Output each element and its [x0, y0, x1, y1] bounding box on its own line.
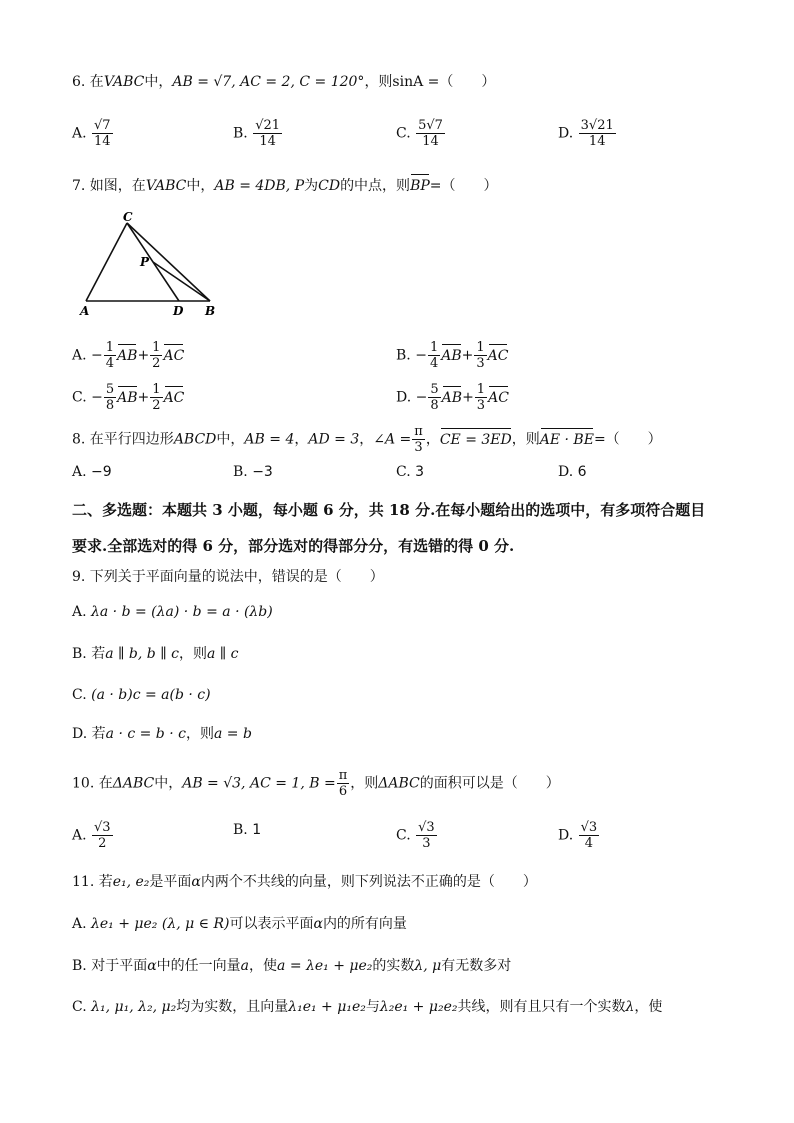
- q8-comma: ，: [294, 431, 309, 448]
- denominator: 4: [584, 836, 594, 851]
- vector: AC: [487, 347, 509, 364]
- q11-vectors: e₁, e₂: [112, 874, 150, 890]
- q6-option-b[interactable]: [233, 118, 283, 149]
- option-math: a = b: [213, 726, 252, 742]
- option-letter: A.: [72, 827, 87, 844]
- denominator: 2: [152, 356, 161, 371]
- fraction: [416, 118, 445, 149]
- option-letter: A.: [72, 347, 87, 364]
- option-value: 3: [415, 464, 425, 480]
- numerator: 5√7: [418, 118, 443, 133]
- fraction: [337, 768, 350, 799]
- denominator: 14: [259, 134, 276, 149]
- option-text: 中的任一向量: [156, 958, 241, 974]
- vector: AC: [488, 389, 509, 406]
- option-letter: D.: [558, 125, 574, 142]
- q11-number: 11. 若: [72, 874, 113, 890]
- q8-ce-vector: CE = 3ED: [439, 431, 512, 448]
- numerator: √3: [94, 820, 111, 835]
- fraction: [92, 820, 113, 851]
- denominator: 3: [476, 356, 485, 371]
- numerator: π: [338, 768, 348, 783]
- denominator: 4: [429, 356, 439, 371]
- q6-triangle: VABC: [103, 74, 145, 90]
- q11-ask: 内两个不共线的向量，则下列说法不正确的是（ ）: [200, 874, 537, 890]
- option-math: a ∥ c: [206, 646, 239, 662]
- q6-number: 6. 在: [72, 74, 104, 90]
- option-text: 均为实数，且向量: [176, 999, 289, 1015]
- option-math: a ∥ b, b ∥ c: [105, 646, 179, 662]
- label-a: A: [80, 304, 90, 318]
- q8-parallelogram: ABCD: [173, 431, 217, 448]
- section2-heading-line2: 要求.全部选对的得 6 分，部分选对的得部分分，有选错的得 0 分.: [72, 537, 515, 555]
- vector: AB: [117, 347, 138, 364]
- numerator: 1: [105, 340, 115, 355]
- fraction: [253, 118, 282, 149]
- q10-text: 中，: [154, 775, 183, 792]
- sign: −: [91, 389, 103, 406]
- vector: AB: [441, 389, 463, 406]
- operator: +: [137, 347, 150, 364]
- q7-segment: CD: [318, 178, 341, 194]
- q7-option-c[interactable]: [72, 382, 184, 413]
- q10-option-d[interactable]: [558, 820, 600, 851]
- option-text: 与: [365, 999, 380, 1015]
- q11-plane: α: [191, 874, 201, 890]
- option-math: λ₁, μ₁, λ₂, μ₂: [91, 999, 177, 1015]
- q7-vector: BP: [410, 178, 430, 194]
- q7-number: 7. 如图，在: [72, 178, 146, 194]
- denominator: 14: [588, 134, 606, 149]
- q8-comma: ，: [425, 431, 440, 448]
- q8-option-c[interactable]: [396, 462, 424, 482]
- q6-condition: AB = √7, AC = 2, C = 120°: [172, 74, 365, 90]
- q8-stem: [72, 424, 662, 455]
- q7-condition: AB = 4DB, P: [214, 178, 305, 194]
- q9-option-a[interactable]: [72, 602, 273, 622]
- option-letter: A.: [72, 125, 87, 142]
- vector: AC: [163, 389, 185, 406]
- option-value: −3: [252, 464, 273, 480]
- option-letter: B.: [72, 958, 87, 974]
- q7-option-a[interactable]: [72, 340, 184, 371]
- sign: −: [415, 347, 427, 364]
- fraction: [150, 340, 162, 371]
- q10-ask: 的面积可以是（ ）: [419, 775, 560, 792]
- denominator: 6: [338, 784, 348, 799]
- numerator: √3: [580, 820, 598, 835]
- option-text: 有无数多对: [441, 958, 512, 974]
- q10-text-2: ，则: [350, 775, 379, 792]
- q11-stem: [72, 872, 537, 892]
- option-text: 对于平面: [91, 958, 148, 974]
- denominator: 8: [430, 398, 439, 413]
- option-letter: A.: [72, 604, 87, 620]
- vector: AB: [441, 347, 462, 364]
- q11-option-a[interactable]: [72, 914, 407, 934]
- q8-text-2: ，则: [511, 431, 540, 448]
- q9-option-c[interactable]: [72, 685, 211, 705]
- q10-option-b[interactable]: [233, 820, 261, 840]
- sign: −: [415, 389, 428, 406]
- q7-text: 中，: [186, 178, 215, 194]
- sign: −: [91, 347, 103, 364]
- option-letter: D. 若: [72, 726, 106, 742]
- fraction: [150, 382, 162, 413]
- q7-text-2: 为: [304, 178, 319, 194]
- fraction: [428, 340, 440, 371]
- q6-stem: [72, 72, 495, 92]
- denominator: 3: [414, 440, 423, 455]
- q8-option-a[interactable]: [72, 462, 112, 482]
- fraction: [579, 118, 616, 149]
- option-math: λa · b = (λa) · b = a · (λb): [91, 604, 273, 620]
- option-letter: B.: [233, 822, 248, 838]
- q8-option-d[interactable]: [558, 462, 587, 482]
- option-letter: C.: [72, 999, 87, 1015]
- q7-triangle-figure: [72, 212, 222, 320]
- q11-text: 是平面: [149, 874, 192, 890]
- numerator: 5: [105, 382, 115, 397]
- numerator: π: [414, 424, 423, 439]
- option-text: 的实数: [372, 958, 415, 974]
- option-math: λ, μ: [414, 958, 442, 974]
- operator: +: [461, 347, 474, 364]
- q8-number: 8. 在平行四边形: [72, 431, 174, 448]
- numerator: 1: [476, 340, 485, 355]
- option-text: ，则: [178, 646, 207, 662]
- q9-option-b[interactable]: [72, 644, 239, 664]
- option-letter: C.: [396, 125, 411, 142]
- q6-option-c[interactable]: [396, 118, 446, 149]
- option-value: 6: [577, 464, 587, 480]
- numerator: 1: [152, 340, 161, 355]
- q9-stem: 9. 下列关于平面向量的说法中，错误的是（ ）: [72, 569, 384, 585]
- option-letter: C.: [396, 464, 411, 480]
- denominator: 3: [422, 836, 431, 851]
- q6-ask: ，则sinA =（ ）: [364, 74, 496, 90]
- edge-ac: [86, 223, 127, 301]
- option-letter: D.: [396, 389, 412, 406]
- option-letter: A.: [72, 916, 87, 932]
- q7-option-d[interactable]: [396, 382, 509, 413]
- numerator: 5: [430, 382, 439, 397]
- q7-text-3: 的中点，则: [340, 178, 411, 194]
- section2-heading-line1: 二、多选题：本题共 3 小题，每小题 6 分，共 18 分.在每小题给出的选项中，有多项符合题目: [72, 501, 706, 519]
- option-letter: D.: [558, 827, 574, 844]
- q10-triangle: ΔABC: [378, 775, 420, 792]
- denominator: 3: [476, 398, 486, 413]
- option-letter: C.: [72, 687, 87, 703]
- q10-option-c[interactable]: [396, 820, 438, 851]
- q10-option-a[interactable]: [72, 820, 114, 851]
- vector: AC: [163, 347, 185, 364]
- q8-ab: AB = 4: [244, 431, 295, 448]
- vector: AB: [117, 389, 138, 406]
- option-text: 内的所有向量: [322, 916, 407, 932]
- fraction: [579, 820, 600, 851]
- q8-ad: AD = 3: [308, 431, 360, 448]
- q11-option-b[interactable]: [72, 956, 511, 976]
- option-letter: C.: [396, 827, 411, 844]
- numerator: 3√21: [580, 118, 614, 133]
- numerator: 1: [429, 340, 439, 355]
- label-p: P: [140, 255, 150, 269]
- label-b: B: [205, 304, 216, 318]
- q8-option-b[interactable]: [233, 462, 273, 482]
- q6-option-a[interactable]: [72, 118, 114, 149]
- q8-ask: =（ ）: [593, 431, 662, 448]
- numerator: √3: [418, 820, 435, 835]
- fraction: [104, 340, 116, 371]
- option-letter: B.: [233, 125, 248, 142]
- q7-stem: [72, 176, 498, 196]
- option-text: ，使: [634, 999, 663, 1015]
- q8-angle: ∠A =: [373, 431, 412, 448]
- q10-number: 10. 在: [72, 775, 113, 792]
- numerator: 1: [152, 382, 161, 397]
- option-math: λe₁ + μe₂ (λ, μ ∈ R): [91, 916, 230, 932]
- denominator: 2: [152, 398, 161, 413]
- fraction: [475, 382, 487, 413]
- option-math: a: [240, 958, 250, 974]
- q8-text: 中，: [216, 431, 245, 448]
- denominator: 14: [422, 134, 439, 149]
- option-math: α: [147, 958, 157, 974]
- fraction: [428, 382, 440, 413]
- option-letter: A.: [72, 464, 87, 480]
- fraction: [474, 340, 486, 371]
- fraction: [104, 382, 116, 413]
- numerator: √21: [255, 118, 281, 133]
- operator: +: [137, 389, 150, 406]
- option-math: a = λe₁ + μe₂: [277, 958, 373, 974]
- option-letter: B.: [233, 464, 248, 480]
- option-text: 共线，则有且只有一个实数: [457, 999, 626, 1015]
- operator: +: [462, 389, 474, 406]
- numerator: 1: [476, 382, 486, 397]
- option-text: ，使: [249, 958, 278, 974]
- q10-stem: [72, 768, 560, 799]
- numerator: √7: [94, 118, 111, 133]
- option-math: λ₁e₁ + μ₁e₂: [288, 999, 366, 1015]
- fraction: [416, 820, 437, 851]
- q8-dot-product: AE · BE: [539, 431, 594, 448]
- option-letter: B. 若: [72, 646, 106, 662]
- denominator: 8: [105, 398, 115, 413]
- fraction: [412, 424, 425, 455]
- q6-text: 中，: [144, 74, 173, 90]
- option-math: λ₂e₁ + μ₂e₂: [379, 999, 458, 1015]
- q9-option-d[interactable]: [72, 724, 252, 744]
- label-d: D: [173, 304, 184, 318]
- option-math: α: [313, 916, 323, 932]
- q8-comma: ，: [359, 431, 374, 448]
- denominator: 4: [105, 356, 115, 371]
- option-letter: C.: [72, 389, 87, 406]
- option-math: λ: [625, 999, 635, 1015]
- option-text: ，则: [185, 726, 214, 742]
- q11-option-c[interactable]: [72, 997, 662, 1017]
- option-math: a · c = b · c: [105, 726, 186, 742]
- option-value: 1: [252, 822, 262, 838]
- option-letter: D.: [558, 464, 574, 480]
- option-value: −9: [91, 464, 112, 480]
- q7-ask: =（ ）: [429, 178, 498, 194]
- q10-triangle: ΔABC: [112, 775, 155, 792]
- option-text: 可以表示平面: [229, 916, 314, 932]
- segment-pb: [153, 262, 210, 301]
- denominator: 14: [94, 134, 111, 149]
- denominator: 2: [98, 836, 107, 851]
- option-math: (a · b)c = a(b · c): [91, 687, 211, 703]
- q7-triangle: VABC: [145, 178, 187, 194]
- label-c: C: [123, 212, 133, 224]
- option-letter: B.: [396, 347, 411, 364]
- q10-condition: AB = √3, AC = 1, B =: [182, 775, 336, 792]
- fraction: [92, 118, 113, 149]
- q6-option-d[interactable]: [558, 118, 617, 149]
- q7-option-b[interactable]: [396, 340, 508, 371]
